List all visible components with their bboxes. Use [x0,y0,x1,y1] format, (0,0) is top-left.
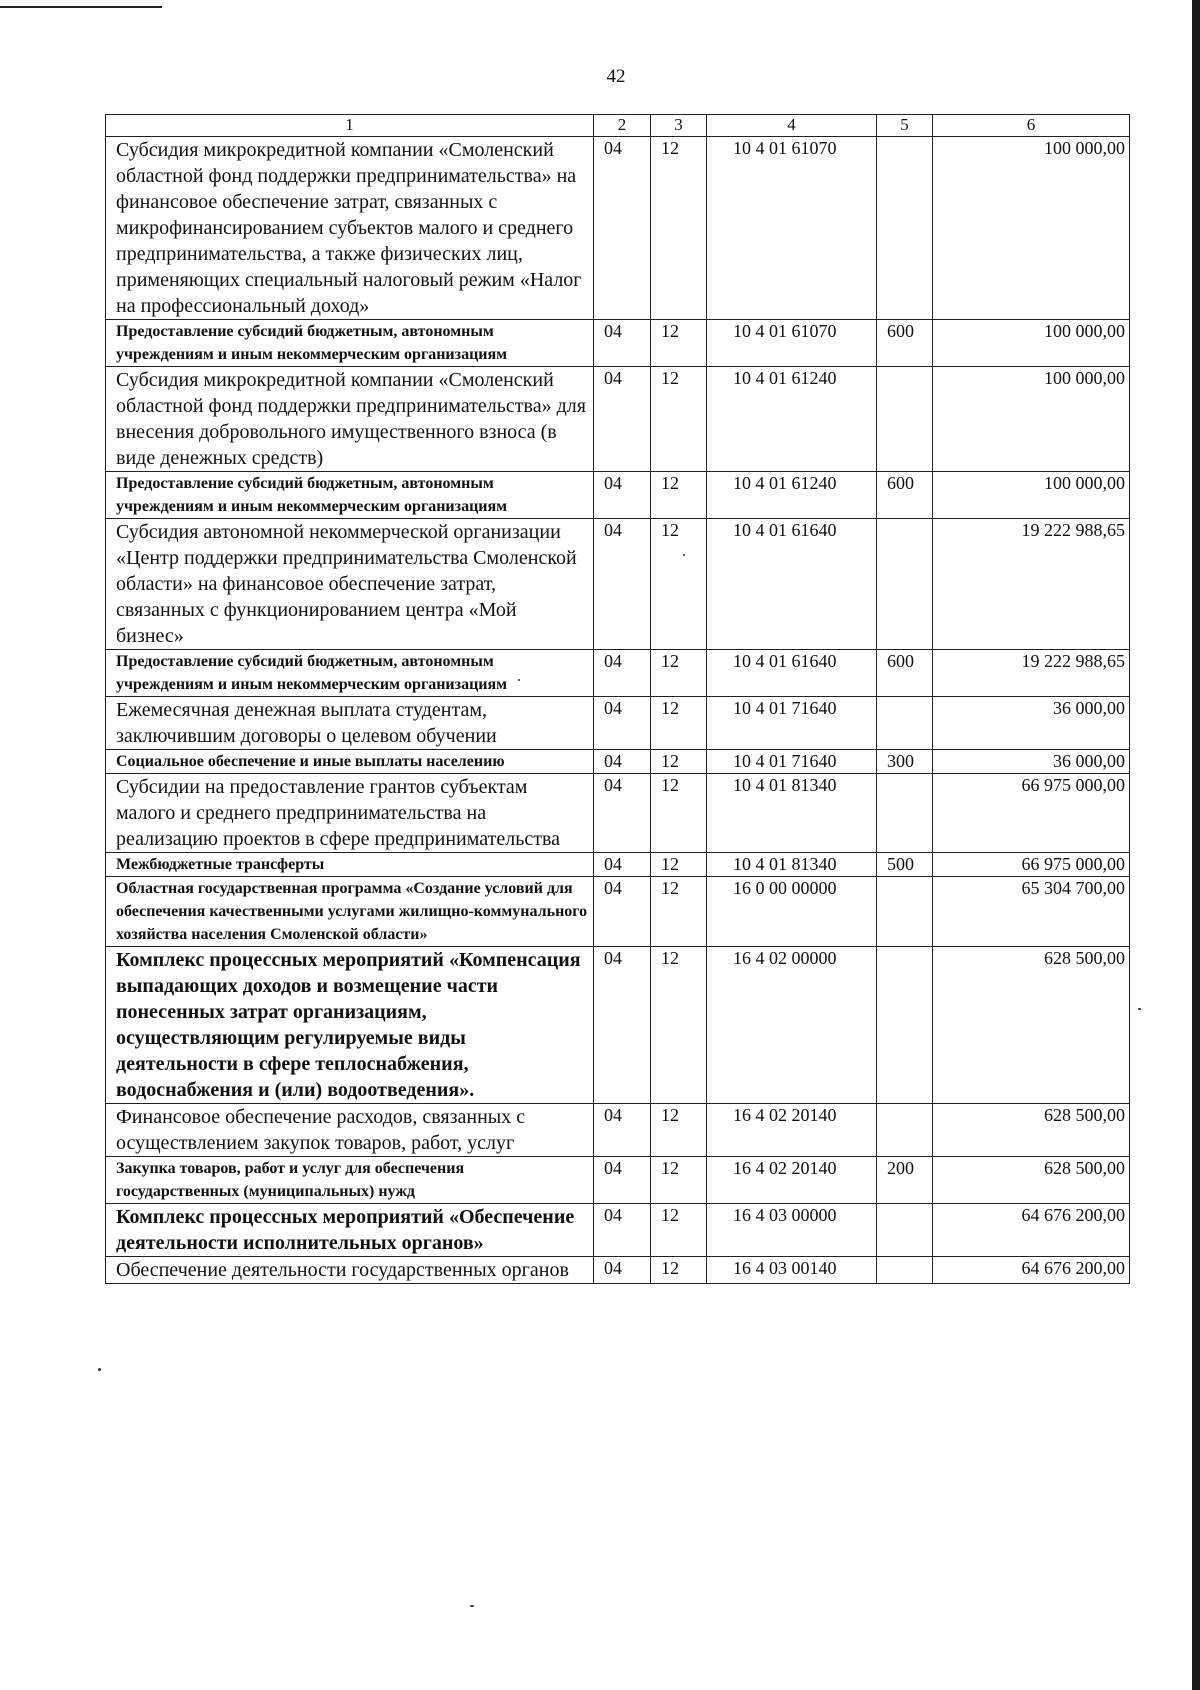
row-section: 04 [594,650,651,697]
row-description: Закупка товаров, работ и услуг для обеспечения государственных (муниципальных) нужд [106,1157,594,1204]
table-row [106,519,1130,650]
row-target-article: 10 4 01 61240 [707,367,877,472]
row-expense-type [877,877,933,947]
row-target-article: 10 4 01 61640 [707,650,877,697]
row-subsection: 12 [651,1257,707,1284]
row-section: 04 [594,1204,651,1257]
scan-speck [1138,1008,1141,1010]
column-number-header: 2 [594,115,651,137]
row-target-article: 16 4 02 00000 [707,947,877,1104]
row-amount: 19 222 988,65 [933,519,1130,650]
row-section: 04 [594,519,651,650]
row-amount: 36 000,00 [933,697,1130,750]
row-section: 04 [594,1104,651,1157]
column-number-header: 6 [933,115,1130,137]
row-target-article: 16 0 00 00000 [707,877,877,947]
table-row [106,1104,1130,1157]
scan-speck [518,679,520,681]
row-expense-type [877,367,933,472]
row-amount: 66 975 000,00 [933,774,1130,853]
row-amount: 100 000,00 [933,320,1130,367]
table-row [106,750,1130,774]
table-row [106,1157,1130,1204]
row-subsection: 12 [651,750,707,774]
row-subsection: 12 [651,137,707,320]
row-expense-type: 300 [877,750,933,774]
scan-top-rule [0,6,162,8]
row-description: Ежемесячная денежная выплата студентам, заключившим договоры о целевом обучении [106,697,594,750]
row-expense-type: 600 [877,650,933,697]
row-description: Областная государственная программа «Создание условий для обеспечения качественными услугами жилищно-коммунального хозяйства населения Смоленской области» [106,877,594,947]
row-expense-type [877,1204,933,1257]
table-row [106,1257,1130,1284]
row-section: 04 [594,774,651,853]
row-section: 04 [594,320,651,367]
row-expense-type [877,1257,933,1284]
row-section: 04 [594,472,651,519]
row-target-article: 10 4 01 61640 [707,519,877,650]
row-target-article: 16 4 03 00140 [707,1257,877,1284]
row-amount: 64 676 200,00 [933,1204,1130,1257]
row-description: Комплекс процессных мероприятий «Обеспечение деятельности исполнительных органов» [106,1204,594,1257]
budget-table [105,114,1130,1284]
column-number-header: 4 [707,115,877,137]
row-description: Межбюджетные трансферты [106,853,594,877]
row-subsection: 12 [651,650,707,697]
row-target-article: 10 4 01 71640 [707,697,877,750]
row-amount: 628 500,00 [933,947,1130,1104]
table-row [106,472,1130,519]
row-subsection: 12 [651,774,707,853]
column-number-header: 1 [106,115,594,137]
scan-speck [470,1605,474,1607]
row-subsection: 12 [651,853,707,877]
row-amount: 64 676 200,00 [933,1257,1130,1284]
row-section: 04 [594,1257,651,1284]
row-subsection: 12 [651,519,707,650]
row-target-article: 10 4 01 81340 [707,853,877,877]
table-row [106,650,1130,697]
row-subsection: 12 [651,1204,707,1257]
table-row [106,774,1130,853]
row-section: 04 [594,877,651,947]
row-subsection: 12 [651,1157,707,1204]
row-amount: 36 000,00 [933,750,1130,774]
row-section: 04 [594,750,651,774]
page-number: 42 [606,66,626,87]
row-subsection: 12 [651,367,707,472]
row-subsection: 12 [651,472,707,519]
row-subsection: 12 [651,877,707,947]
row-expense-type: 500 [877,853,933,877]
row-target-article: 16 4 03 00000 [707,1204,877,1257]
row-subsection: 12 [651,947,707,1104]
budget-table-body [106,115,1130,1284]
table-row [106,877,1130,947]
scan-right-edge [1192,0,1200,1690]
row-description: Субсидия микрокредитной компании «Смоленский областной фонд поддержки предпринимательства» для внесения добровольного имущественного взноса (в виде денежных средств) [106,367,594,472]
row-section: 04 [594,947,651,1104]
table-row [106,1204,1130,1257]
row-expense-type: 600 [877,472,933,519]
row-description: Финансовое обеспечение расходов, связанных с осуществлением закупок товаров, работ, услуг [106,1104,594,1157]
row-amount: 628 500,00 [933,1157,1130,1204]
column-number-header-row [106,115,1130,137]
row-description: Социальное обеспечение и иные выплаты населению [106,750,594,774]
row-target-article: 10 4 01 61240 [707,472,877,519]
row-section: 04 [594,853,651,877]
row-expense-type [877,697,933,750]
column-number-header: 3 [651,115,707,137]
table-row [106,320,1130,367]
row-expense-type [877,519,933,650]
row-description: Субсидии на предоставление грантов субъектам малого и среднего предпринимательства на реализацию проектов в сфере предпринимательства [106,774,594,853]
row-target-article: 10 4 01 61070 [707,320,877,367]
row-amount: 66 975 000,00 [933,853,1130,877]
row-amount: 65 304 700,00 [933,877,1130,947]
row-description: Субсидия автономной некоммерческой организации «Центр поддержки предпринимательства Смоленской области» на финансовое обеспечение затрат, связанных с функционированием центра «Мой бизнес» [106,519,594,650]
scan-speck [98,1368,101,1371]
row-amount: 19 222 988,65 [933,650,1130,697]
row-description: Комплекс процессных мероприятий «Компенсация выпадающих доходов и возмещение части понесенных затрат организациям, осуществляющим регулируемые виды деятельности в сфере теплоснабжения, водоснабжения и (или) водоотведения». [106,947,594,1104]
row-target-article: 10 4 01 61070 [707,137,877,320]
row-expense-type: 200 [877,1157,933,1204]
row-description: Обеспечение деятельности государственных органов [106,1257,594,1284]
row-description: Предоставление субсидий бюджетным, автономным учреждениям и иным некоммерческим организациям [106,650,594,697]
row-expense-type [877,1104,933,1157]
scan-speck [683,554,685,556]
row-target-article: 16 4 02 20140 [707,1104,877,1157]
row-subsection: 12 [651,320,707,367]
table-row [106,853,1130,877]
row-target-article: 16 4 02 20140 [707,1157,877,1204]
table-row [106,947,1130,1104]
row-section: 04 [594,1157,651,1204]
row-section: 04 [594,367,651,472]
row-description: Предоставление субсидий бюджетным, автономным учреждениям и иным некоммерческим организациям [106,320,594,367]
row-description: Предоставление субсидий бюджетным, автономным учреждениям и иным некоммерческим организациям [106,472,594,519]
row-target-article: 10 4 01 71640 [707,750,877,774]
row-amount: 100 000,00 [933,472,1130,519]
row-section: 04 [594,697,651,750]
row-expense-type [877,947,933,1104]
row-expense-type: 600 [877,320,933,367]
row-target-article: 10 4 01 81340 [707,774,877,853]
row-amount: 100 000,00 [933,367,1130,472]
row-amount: 100 000,00 [933,137,1130,320]
row-subsection: 12 [651,1104,707,1157]
row-section: 04 [594,137,651,320]
row-expense-type [877,774,933,853]
row-amount: 628 500,00 [933,1104,1130,1157]
row-expense-type [877,137,933,320]
table-row [106,367,1130,472]
row-subsection: 12 [651,697,707,750]
table-row [106,697,1130,750]
table-row [106,137,1130,320]
row-description: Субсидия микрокредитной компании «Смоленский областной фонд поддержки предпринимательства» на финансовое обеспечение затрат, связанных с микрофинансированием субъектов малого и среднего предпринимательства, а также физических лиц, применяющих специальный налоговый режим «Налог на профессиональный доход» [106,137,594,320]
column-number-header: 5 [877,115,933,137]
